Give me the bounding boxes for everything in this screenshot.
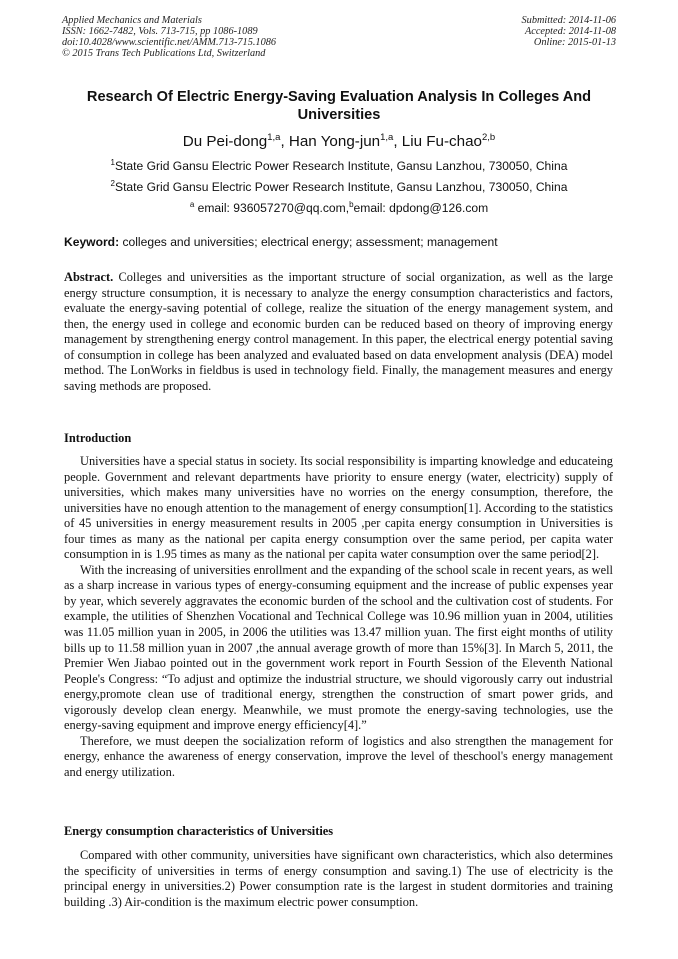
affiliation-1 bbox=[40, 155, 638, 174]
author-name: Han Yong-jun bbox=[288, 133, 381, 151]
energy-section-body bbox=[64, 848, 613, 910]
abstract-text: Colleges and universities as the important structure of social organization, as well as the large energy structure consumption, it is necessary to analyze the energy consumption characteristics and factors, evaluate the energy-saving potential of college, realize the situation of the energy management system, and then, the energy used in college and economic burden can be reduced based on theory of improving energy management by strengthening energy control management. In this paper, the electrical energy potential saving of consumption in college has been analyzed and evaluated based on data envelopment analysis (DEA) model method. The LonWorks in fieldbus is used in technology field. Finally, the management measures and energy saving methods are proposed. bbox=[64, 270, 613, 393]
affiliation-sup: 1 bbox=[110, 158, 115, 167]
paragraph: Compared with other community, universities have significant own characteristics, which also determines the specificity of universities in terms of energy consumption and saving.1) The use of electricity is the principal energy in universities.2) Power consumption rate is the largest in student dormitories and training building .3) Air-condition is the maximum electric power consumption. bbox=[64, 848, 613, 909]
online-date: Online: 2015-01-13 bbox=[533, 37, 616, 48]
submitted-date: Submitted: 2014-11-06 bbox=[521, 15, 616, 26]
paper-title bbox=[40, 88, 638, 124]
author-list: Du Pei-dong$^{1,a}$, Han Yong-jun$^{1,a}$, Liu Fu-chao$^{2,b}$ bbox=[182, 132, 496, 151]
paragraph: Therefore, we must deepen the socialization reform of logistics and also strengthen the management for energy, enhance the awareness of energy conservation, improve the level of theschool's energy management and energy utilization. bbox=[64, 733, 613, 779]
issn-line: ISSN: 1662-7482, Vols. 713-715, pp 1086-1089 bbox=[62, 26, 258, 37]
email-a[interactable]: email: 936057270@qq.com, bbox=[194, 201, 350, 216]
introduction-heading: Introduction bbox=[64, 431, 132, 445]
accepted-date: Accepted: 2014-11-08 bbox=[524, 26, 616, 37]
author-sup: 2,b bbox=[481, 132, 496, 143]
email-line bbox=[40, 197, 638, 216]
keywords-label: Keyword: bbox=[64, 235, 120, 249]
paragraph: Universities have a special status in society. Its social responsibility is imparting knowledge and educateing people. Government and relevant departments have priority to ensure energy (water, electricity) supply of universities, which makes many universities have no worries on the energy consumption, therefore, the universities have no enough attention to the management of energy consumption[1]. According to the statistics of 45 universities in energy measurement results in 2005 ,per capita energy consumption in Universities is four times as many as the national per capita energy consumption over the same period, per capita water consumption in is 1.95 times as many as the national per capita water consumption over the same period[2]. bbox=[64, 454, 613, 562]
email-sup-a: a bbox=[189, 200, 195, 209]
keywords bbox=[64, 234, 498, 250]
abstract-label: Abstract. bbox=[64, 270, 114, 284]
keywords-text: colleges and universities; electrical energy; assessment; management bbox=[119, 235, 498, 249]
email-b[interactable]: email: dpdong@126.com bbox=[353, 201, 489, 216]
affiliation-2 bbox=[40, 176, 638, 195]
abstract bbox=[64, 270, 613, 394]
title-line-1: Research Of Electric Energy-Saving Evaluation Analysis In Colleges And bbox=[86, 89, 592, 105]
dates-block bbox=[522, 15, 616, 48]
title-line-2: Universities bbox=[297, 107, 381, 123]
doi-line: doi:10.4028/www.scientific.net/AMM.713-715.1086 bbox=[62, 37, 277, 48]
introduction-body bbox=[64, 454, 613, 780]
journal-info-block bbox=[62, 15, 276, 59]
affiliation-text: State Grid Gansu Electric Power Research Institute, Gansu Lanzhou, 730050, China bbox=[115, 159, 568, 174]
author-name: Liu Fu-chao bbox=[401, 133, 482, 151]
author-sup: 1,a bbox=[267, 132, 281, 143]
energy-section-heading: Energy consumption characteristics of Universities bbox=[64, 824, 334, 838]
journal-name: Applied Mechanics and Materials bbox=[62, 15, 202, 26]
affiliation-text: State Grid Gansu Electric Power Research Institute, Gansu Lanzhou, 730050, China bbox=[115, 180, 568, 195]
copyright-line: © 2015 Trans Tech Publications Ltd, Switzerland bbox=[62, 48, 266, 59]
email-sup-b: b bbox=[349, 200, 354, 209]
author-name: Du Pei-dong bbox=[182, 133, 268, 151]
paragraph: With the increasing of universities enrollment and the expanding of the school scale in recent years, as well as a sharp increase in various types of energy-consuming equipment and the increase of public expenses year by year, which severely aggravates the economic burden of the school and the cultivation cost of students. For example, the utilities of Shenzhen Vocational and Technical College was 10.96 million yuan in 2004, utilities was 11.05 million yuan in 2005, in 2006 the utilities was 13.47 million yuan. The first eight months of utility bills up to 11.58 million yuan in 2007 ,the annual average growth of more than 15%[3]. In March 5, 2011, the Premier Wen Jiabao pointed out in the government work report in Fourth Session of the Eleventh National People's Congress: “To adjust and optimize the industrial structure, we should vigorously carry out industrial energy,promote clean use of traditional energy, strengthen the construction of smart power grids, and vigorously develop clean energy. Meanwhile, we must promote the energy-saving technologies, use the energy-saving equipment and improve energy efficiency[4].” bbox=[64, 562, 613, 733]
affiliation-sup: 2 bbox=[110, 179, 115, 188]
author-sup: 1,a bbox=[380, 132, 394, 143]
